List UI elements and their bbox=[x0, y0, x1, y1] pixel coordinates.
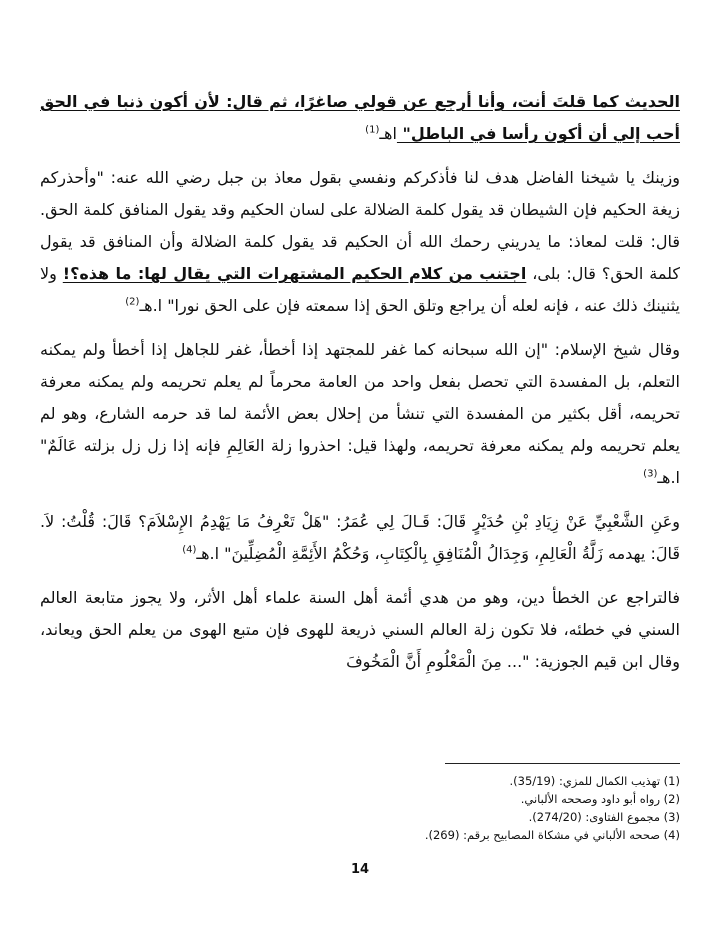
paragraph-text: وزينك يا شيخنا الفاضل هدف لنا فأذكركم ونفسي بقول معاذ بن جبل رضي الله عنه: "وأحذركم زيغة الحكيم فإن الشيطان قد يقول كلمة الضلالة على لسان الحكيم وقد يقول المنافق كلمة الحق. قال: قلت لمعاذ: ما يدريني رحمك الله أن الحكيم قد يقول كلمة الضلالة وأن المنافق قد يقول كلمة الحق؟ قال: بلى، bbox=[40, 168, 681, 283]
paragraph-text: اجتنب من كلام الحكيم المشتهرات التي يقال لها: ما هذه؟! bbox=[62, 264, 527, 283]
footnote-ref: (3) bbox=[643, 468, 658, 480]
footnote-1: (1) تهذيب الكمال للمزي: (35/19). bbox=[509, 774, 680, 788]
paragraph-3 bbox=[40, 334, 680, 494]
paragraph-5 bbox=[40, 582, 680, 678]
paragraph-text: فالتراجع عن الخطأ دين، وهو من هدي أئمة أهل السنة علماء أهل الأثر، ولا يجوز متابعة العالم السني في خطئه، فلا تكون زلة العالم السني ذريعة للهوى فإن متبع الهوى من يعلم الحق ويعاند، وقال ابن قيم الجوزية: "... مِنَ الْمَعْلُومِ أَنَّ الْمَخُوفَ bbox=[40, 588, 680, 671]
footnote-separator bbox=[445, 763, 680, 764]
body-text bbox=[40, 86, 680, 678]
paragraph-text: ولا يثنينك ذلك عنه ، فإنه لعله أن يراجع وتلق الحق إذا سمعته فإن على الحق نورا" ا.هـ bbox=[40, 264, 680, 315]
paragraph-text: وعَنِ الشَّعْبِيِّ عَنْ زِيَادِ بْنِ حُدَيْرٍ قَالَ: قَـالَ لِي عُمَرُ: "هَلْ تَعْرِفُ مَا يَهْدِمُ الإِسْلاَمَ؟ قَالَ: قُلْتُ: لاَ. قَالَ: يهدمه زَلَّةُ الْعَالِمِ، وَجِدَالُ الْمُنَافِقِ بِالْكِتَابِ، وَحُكْمُ الأَئِمَّةِ الْمُضِلِّينَ" ا.هـ bbox=[40, 512, 680, 563]
footnote-3: (3) مجموع الفتاوى: (274/20). bbox=[528, 810, 680, 824]
footnote-4: (4) صححه الألباني في مشكاة المصابيح برقم: (269). bbox=[424, 828, 680, 842]
footnote-ref: (4) bbox=[182, 544, 197, 556]
footnote-ref: (1) bbox=[365, 124, 380, 136]
footnote-ref: (2) bbox=[125, 296, 140, 308]
paragraph-1 bbox=[40, 86, 680, 150]
page-number: 14 bbox=[350, 862, 370, 877]
paragraph-text: اهـ bbox=[379, 124, 397, 143]
footnotes bbox=[40, 772, 680, 844]
paragraph-text: الحديث كما قلتَ أنت، وأنا أرجع عن قولي صاغرًا، ثم قال: لأن أكون ذنبا في الحق أحب إلي أن أكون رأسا في الباطل" bbox=[40, 92, 680, 143]
footnote-2: (2) رواه أبو داود وصححه الألباني. bbox=[520, 792, 680, 806]
paragraph-text: وقال شيخ الإسلام: "إن الله سبحانه كما غفر للمجتهد إذا أخطأ، غفر للجاهل إذا أخطأ ولم يمكنه التعلم، بل المفسدة التي تحصل بفعل واحد من العامة محرماً لم يعلم تحريمه ولم يمكنه معرفة تحريمه، أقل بكثير من المفسدة التي تنشأ من إحلال بعض الأئمة لما قد حرمه الشارع، وهو لم يعلم تحريمه ولم يمكنه معرفة تحريمه، ولهذا قيل: احذروا زلة العَالِمِ فإنه إذا زل زل بزلته عَالَمٌ" ا.هـ bbox=[40, 340, 680, 487]
paragraph-4 bbox=[40, 506, 680, 570]
paragraph-2 bbox=[40, 162, 680, 322]
